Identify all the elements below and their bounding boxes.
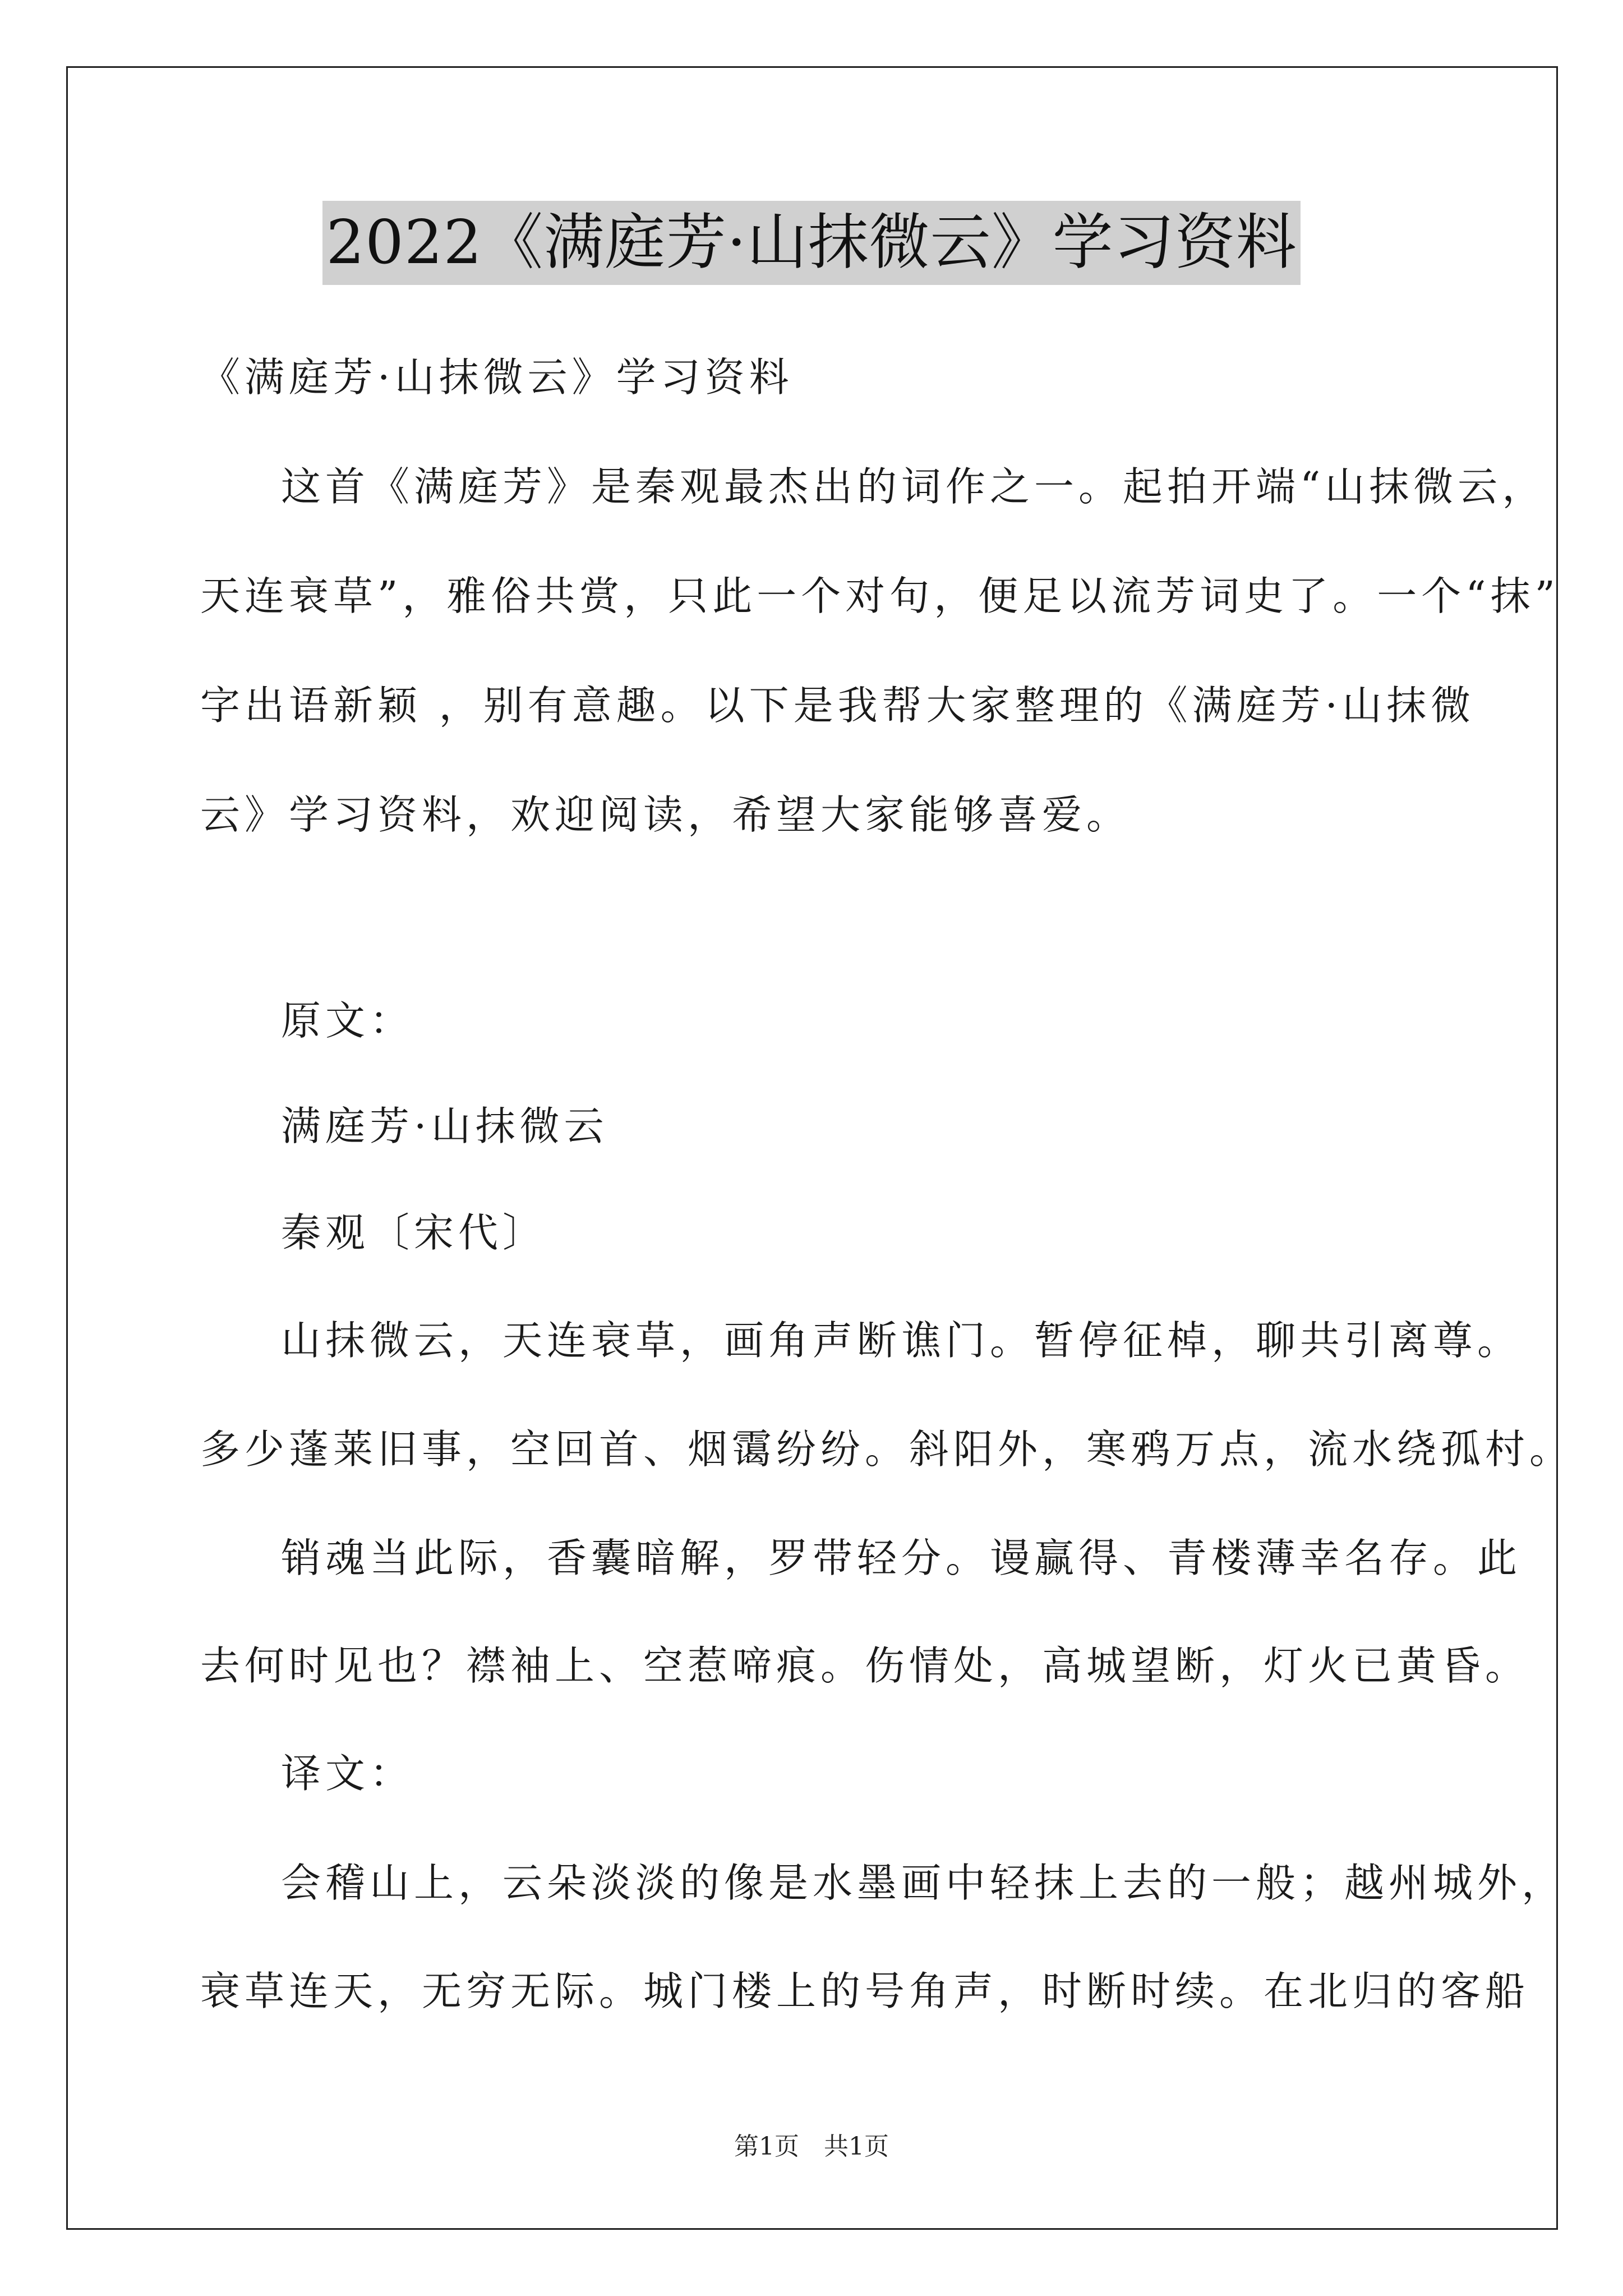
translation-label: 译文：	[281, 1750, 414, 1797]
document-title: 2022《满庭芳·山抹微云》学习资料	[322, 201, 1300, 285]
document-subtitle: 《满庭芳·山抹微云》学习资料	[200, 354, 794, 401]
intro-line-3: 字出语新颖 ，别有意趣。以下是我帮大家整理的《满庭芳·山抹微	[200, 682, 1476, 729]
poem-title: 满庭芳·山抹微云	[281, 1103, 608, 1149]
poem-line-1: 山抹微云，天连衰草，画角声断谯门。暂停征棹，聊共引离尊。	[281, 1317, 1522, 1364]
poem-line-3: 销魂当此际，香囊暗解，罗带轻分。谩赢得、青楼薄幸名存。此	[281, 1535, 1522, 1581]
intro-line-1: 这首《满庭芳》是秦观最杰出的词作之一。起拍开端“山抹微云，	[281, 463, 1547, 510]
poem-author: 秦观〔宋代〕	[281, 1209, 547, 1256]
intro-line-2: 天连衰草”，雅俗共赏，只此一个对句，便足以流芳词史了。一个“抹”	[200, 573, 1560, 619]
title-container	[0, 201, 1623, 285]
poem-line-2: 多少蓬莱旧事，空回首、烟霭纷纷。斜阳外，寒鸦万点，流水绕孤村。	[200, 1426, 1574, 1473]
original-label: 原文：	[281, 997, 414, 1044]
translation-line-2: 衰草连天，无穷无际。城门楼上的号角声，时断时续。在北归的客船	[200, 1968, 1530, 2014]
poem-line-4: 去何时见也？襟袖上、空惹啼痕。伤情处，高城望断，灯火已黄昏。	[200, 1642, 1530, 1689]
page-footer: 第1页 共1页	[734, 2132, 889, 2161]
intro-line-4: 云》学习资料，欢迎阅读，希望大家能够喜爱。	[200, 792, 1131, 838]
translation-line-1: 会稽山上，云朵淡淡的像是水墨画中轻抹上去的一般；越州城外，	[281, 1860, 1566, 1906]
